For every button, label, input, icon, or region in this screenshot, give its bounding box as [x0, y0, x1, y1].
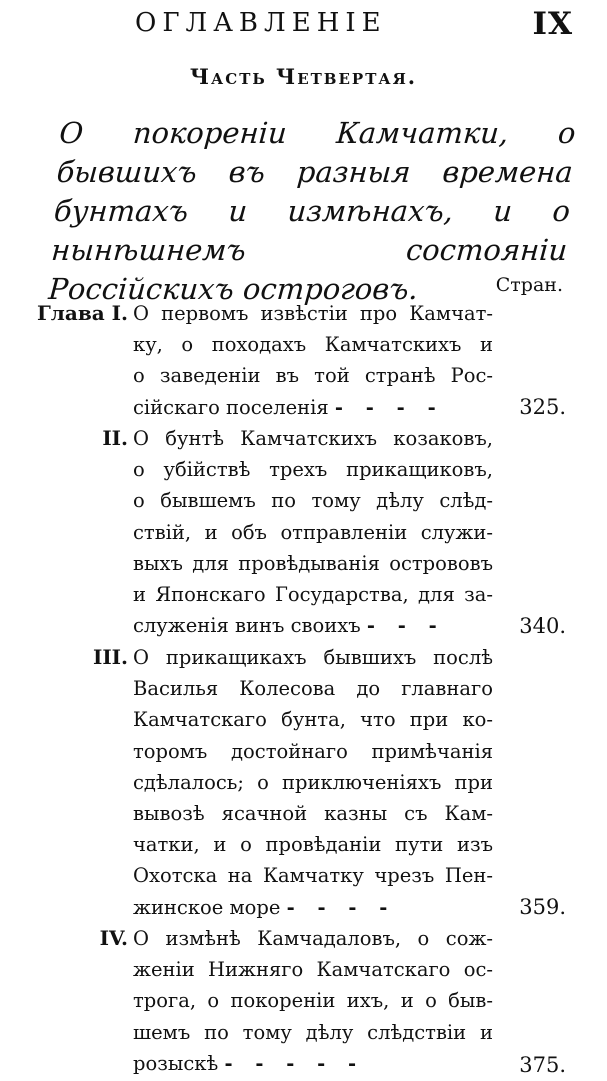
chapter-description: [133, 298, 493, 423]
running-head-title: ОГЛАВЛЕНІЕ: [135, 8, 387, 38]
text-line-last: [133, 1048, 493, 1079]
text-line: шемъ по тому дѣлу слѣдствіи и: [133, 1020, 493, 1044]
chapter-description: [133, 423, 493, 641]
dot-leader: - - -: [366, 614, 445, 638]
toc-entry-chapter-4: [16, 923, 576, 1081]
page-column-header: Стран.: [495, 274, 563, 296]
text-line-last: [133, 392, 493, 423]
text-line: и Японскаго Государства, для за-: [133, 583, 493, 607]
chapter-word: Глава: [36, 301, 105, 325]
toc-entry-chapter-2: [16, 423, 576, 642]
text-line: о убійствѣ трехъ прикащиковъ,: [133, 458, 493, 482]
chapter-page-number: 375.: [519, 1053, 566, 1077]
text-line: ку, о походахъ Камчатскихъ и: [133, 333, 493, 357]
text-line: трога, о покореніи ихъ, и о быв-: [133, 989, 493, 1013]
text-line: О измѣнѣ Камчадаловъ, о сож-: [133, 927, 493, 950]
dot-leader: - - - - -: [224, 1051, 365, 1075]
text-line: выхъ для провѣдыванія острововъ: [133, 551, 493, 575]
text-line: чатки, и о провѣданіи пути изъ: [133, 833, 493, 857]
dot-leader: - - - -: [334, 395, 444, 419]
text-line: торомъ достойнаго примѣчанія: [133, 739, 493, 763]
text-line: розыскѣ: [133, 1051, 219, 1075]
text-line: о заведеніи въ той странѣ Рос-: [133, 364, 493, 388]
chapter-label: [16, 642, 128, 673]
chapter-description: [133, 923, 493, 1079]
chapter-page-number: 325.: [519, 395, 566, 419]
text-line: о бывшемъ по тому дѣлу слѣд-: [133, 489, 493, 513]
chapter-numeral: I.: [111, 301, 128, 325]
text-line: О первомъ извѣстіи про Камчат-: [133, 302, 493, 325]
toc-entry-chapter-1: [16, 298, 576, 423]
chapter-page-number: 359.: [519, 895, 566, 919]
chapter-numeral: IV.: [99, 926, 128, 950]
table-of-contents: [16, 298, 576, 1081]
part-title: Часть Четвертая.: [189, 64, 418, 89]
text-line: сійскаго поселенія: [133, 395, 329, 419]
text-line: О прикащикахъ бывшихъ послѣ: [133, 646, 493, 669]
running-head: [0, 8, 607, 44]
text-line: женіи Нижняго Камчатскаго ос-: [133, 958, 493, 982]
chapter-description: [133, 642, 493, 923]
page-number: IX: [532, 6, 573, 42]
chapter-numeral: III.: [92, 645, 128, 669]
text-line: О бунтѣ Камчатскихъ козаковъ,: [133, 427, 493, 450]
chapter-label: [16, 423, 128, 454]
text-line: Василья Колесова до главнаго: [133, 677, 493, 701]
chapter-label: [16, 298, 128, 329]
chapter-page-number: 340.: [519, 614, 566, 638]
text-line: вывозѣ ясачной казны съ Кам-: [133, 802, 493, 826]
chapter-label: [16, 923, 128, 954]
text-line: Охотска на Камчатку чрезъ Пен-: [133, 864, 493, 888]
part-subtitle: О покореніи Камчатки, о бывшихъ въ разныя времена бунтахъ и измѣнахъ, и о нынѣшнемъ состояніи Россійскихъ остроговъ.: [47, 116, 577, 306]
dot-leader: - - - -: [286, 895, 396, 919]
text-line: сдѣлалось; о приключеніяхъ при: [133, 770, 493, 794]
text-line: жинское море: [133, 895, 281, 919]
text-line-last: [133, 610, 493, 641]
toc-entry-chapter-3: [16, 642, 576, 923]
text-line-last: [133, 892, 493, 923]
text-line: Камчатскаго бунта, что при ко-: [133, 708, 493, 732]
text-line: служенія винъ своихъ: [133, 614, 361, 638]
chapter-numeral: II.: [102, 426, 128, 450]
text-line: ствій, и объ отправленіи служи-: [133, 520, 493, 544]
